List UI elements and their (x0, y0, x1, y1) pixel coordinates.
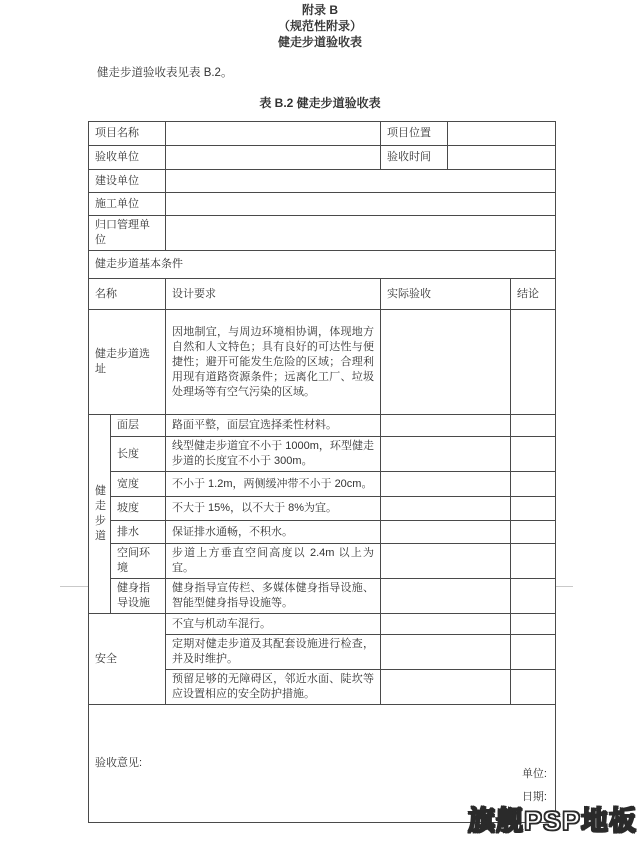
watermark-text: 旗舰PSP地板 (467, 806, 637, 836)
guidance-name: 健身指导设施 (111, 579, 166, 614)
appendix-name: 健走步道验收表 (277, 35, 362, 49)
safety-actual-cell-3 (381, 670, 511, 705)
acceptance-unit-label: 验收单位 (89, 146, 166, 170)
trail-row-drainage (89, 521, 556, 544)
column-header-actual: 实际验收 (381, 279, 511, 310)
guidance-requirement: 健身指导宣传栏、多媒体健身指导设施、智能型健身指导设施等。 (166, 579, 381, 614)
trail-row-slope (89, 497, 556, 521)
space-name: 空间环境 (111, 544, 166, 579)
page-rule-right (555, 586, 573, 587)
date-label: 日期: (521, 791, 547, 803)
acceptance-time-value-cell (448, 146, 556, 170)
table-row (89, 146, 556, 170)
siting-row (89, 310, 556, 415)
column-header-requirement: 设计要求 (166, 279, 381, 310)
project-name-label: 项目名称 (89, 122, 166, 146)
surface-conclusion-cell (511, 415, 556, 437)
table-row (89, 170, 556, 193)
safety-requirement-2: 定期对健走步道及其配套设施进行检查，并及时维护。 (166, 635, 381, 670)
drainage-name: 排水 (111, 521, 166, 544)
appendix-type: （规范性附录） (277, 19, 362, 33)
guidance-conclusion-cell (511, 579, 556, 614)
unit-label: 单位: (521, 768, 547, 780)
column-header-name: 名称 (89, 279, 166, 310)
builder-unit-label: 施工单位 (89, 193, 166, 216)
table-caption: 表 B.2 健走步道验收表 (259, 96, 381, 110)
section-title-row (89, 251, 556, 279)
builder-unit-value-cell (166, 193, 556, 216)
siting-actual-cell (381, 310, 511, 415)
column-header-conclusion: 结论 (511, 279, 556, 310)
acceptance-opinion-label: 验收意见: (95, 757, 143, 769)
acceptance-unit-value-cell (166, 146, 381, 170)
appendix-heading: 附录 B (301, 3, 338, 17)
project-location-value-cell (448, 122, 556, 146)
guidance-actual-cell (381, 579, 511, 614)
slope-name: 坡度 (111, 497, 166, 521)
managing-unit-label: 归口管理单位 (89, 216, 166, 251)
space-requirement: 步道上方垂直空间高度以 2.4m 以上为宜。 (166, 544, 381, 579)
safety-actual-cell-2 (381, 635, 511, 670)
trail-row-guidance (89, 579, 556, 614)
safety-row-1 (89, 614, 556, 635)
document-title-block (0, 2, 640, 50)
drainage-conclusion-cell (511, 521, 556, 544)
siting-requirement: 因地制宜，与周边环境相协调，体现地方自然和人文特色；具有良好的可达性与便捷性；避开可能发生危险的区域；合理利用现有道路资源条件；远离化工厂、垃圾处理场等有空气污染的区域。 (166, 310, 381, 415)
slope-actual-cell (381, 497, 511, 521)
basic-conditions-section-title: 健走步道基本条件 (89, 251, 556, 279)
width-name: 宽度 (111, 472, 166, 497)
siting-label: 健走步道选址 (89, 310, 166, 415)
trail-row-surface (89, 415, 556, 437)
trail-row-width (89, 472, 556, 497)
length-requirement: 线型健走步道宜不小于 1000m，环型健走步道的长度宜不小于 300m。 (166, 437, 381, 472)
slope-conclusion-cell (511, 497, 556, 521)
space-conclusion-cell (511, 544, 556, 579)
surface-name: 面层 (111, 415, 166, 437)
project-name-value-cell (166, 122, 381, 146)
drainage-requirement: 保证排水通畅，不积水。 (166, 521, 381, 544)
safety-requirement-3: 预留足够的无障碍区，邻近水面、陡坎等应设置相应的安全防护措施。 (166, 670, 381, 705)
drainage-actual-cell (381, 521, 511, 544)
table-row (89, 122, 556, 146)
space-actual-cell (381, 544, 511, 579)
width-requirement: 不小于 1.2m，两侧缓冲带不小于 20cm。 (166, 472, 381, 497)
surface-actual-cell (381, 415, 511, 437)
intro-text: 健走步道验收表见表 B.2。 (97, 67, 233, 79)
table-row (89, 216, 556, 251)
safety-requirement-1: 不宜与机动车混行。 (166, 614, 381, 635)
project-location-label: 项目位置 (381, 122, 448, 146)
safety-conclusion-cell-2 (511, 635, 556, 670)
trail-row-length (89, 437, 556, 472)
safety-group-label: 安全 (89, 614, 166, 705)
length-name: 长度 (111, 437, 166, 472)
safety-actual-cell-1 (381, 614, 511, 635)
length-actual-cell (381, 437, 511, 472)
construction-owner-value-cell (166, 170, 556, 193)
table-row (89, 193, 556, 216)
managing-unit-value-cell (166, 216, 556, 251)
slope-requirement: 不大于 15%，以不大于 8%为宜。 (166, 497, 381, 521)
length-conclusion-cell (511, 437, 556, 472)
safety-conclusion-cell-1 (511, 614, 556, 635)
column-header-row (89, 279, 556, 310)
surface-requirement: 路面平整，面层宜选择柔性材料。 (166, 415, 381, 437)
siting-conclusion-cell (511, 310, 556, 415)
width-conclusion-cell (511, 472, 556, 497)
safety-conclusion-cell-3 (511, 670, 556, 705)
acceptance-time-label: 验收时间 (381, 146, 448, 170)
trail-row-space (89, 544, 556, 579)
width-actual-cell (381, 472, 511, 497)
acceptance-form-table (88, 121, 556, 823)
page-rule-left (60, 586, 88, 587)
construction-owner-label: 建设单位 (89, 170, 166, 193)
trail-group-label: 健走步道 (89, 415, 111, 614)
